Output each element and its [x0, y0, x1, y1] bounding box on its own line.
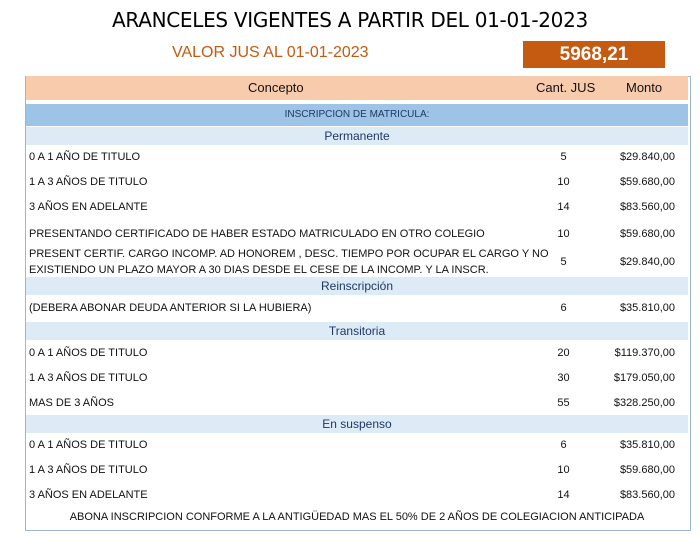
section-transitoria: Transitoria	[26, 322, 688, 340]
row-cant: 6	[560, 302, 567, 314]
row-concepto: 3 AÑOS EN ADELANTE	[29, 489, 148, 501]
section-inscripcion: INSCRIPCION DE MATRICULA:	[26, 104, 688, 126]
row-cant: 10	[557, 228, 570, 240]
page-title: ARANCELES VIGENTES A PARTIR DEL 01-01-2023	[112, 8, 588, 32]
row-cant: 14	[557, 201, 570, 213]
row-concepto-line1: PRESENT CERTIF. CARGO INCOMP. AD HONOREM , DESC. TIEMPO POR OCUPAR EL CARGO Y NO	[29, 248, 549, 260]
row-concepto: (DEBERA ABONAR DEUDA ANTERIOR SI LA HUBIERA)	[29, 302, 312, 314]
row-concepto: 0 A 1 AÑOS DE TITULO	[29, 347, 148, 359]
table-header	[26, 76, 688, 100]
row-monto: $35.810,00	[619, 439, 675, 451]
row-monto: $179.050,00	[613, 372, 675, 384]
row-monto: $29.840,00	[619, 256, 675, 268]
row-concepto: 0 A 1 AÑOS DE TITULO	[29, 439, 148, 451]
section-en-suspenso: En suspenso	[26, 415, 688, 433]
row-cant: 30	[557, 372, 570, 384]
table-row	[26, 248, 688, 278]
row-concepto: PRESENTANDO CERTIFICADO DE HABER ESTADO MATRICULADO EN OTRO COLEGIO	[29, 228, 485, 240]
row-cant: 20	[557, 347, 570, 359]
row-cant: 14	[557, 489, 570, 501]
section-permanente: Permanente	[26, 127, 688, 145]
row-concepto: 1 A 3 AÑOS DE TITULO	[29, 464, 148, 476]
row-monto: $119.370,00	[614, 347, 675, 359]
jus-label: VALOR JUS AL 01-01-2023	[172, 44, 369, 61]
row-monto: $328.250,00	[613, 397, 675, 409]
row-cant: 55	[557, 397, 570, 409]
col-concepto: Concepto	[248, 80, 304, 95]
row-cant: 5	[560, 151, 567, 163]
row-monto: $83.560,00	[619, 201, 675, 213]
row-concepto: MAS DE 3 AÑOS	[29, 397, 114, 409]
row-cant: 5	[560, 256, 567, 268]
col-cant: Cant. JUS	[536, 80, 596, 95]
section-reinscripcion: Reinscripción	[26, 277, 688, 295]
row-cant: 10	[557, 176, 570, 188]
row-concepto: 1 A 3 AÑOS DE TITULO	[29, 176, 148, 188]
row-concepto: 1 A 3 AÑOS DE TITULO	[29, 372, 148, 384]
row-monto: $35.810,00	[619, 302, 675, 314]
row-concepto: 0 A 1 AÑO DE TITULO	[29, 151, 141, 163]
row-cant: 6	[560, 439, 567, 451]
jus-value: 5968,21	[523, 41, 665, 68]
row-monto: $29.840,00	[619, 151, 675, 163]
row-concepto: 3 AÑOS EN ADELANTE	[29, 201, 148, 213]
footer-note: ABONA INSCRIPCION CONFORME A LA ANTIGÜEDAD MAS EL 50% DE 2 AÑOS DE COLEGIACION ANTICIPADA	[69, 511, 645, 523]
row-concepto-line2: EXISTIENDO UN PLAZO MAYOR A 30 DIAS DESDE EL CESE DE LA INCOMP. Y LA INSCR.	[29, 264, 489, 276]
row-monto: $59.680,00	[619, 176, 675, 188]
row-cant: 10	[557, 464, 570, 476]
row-monto: $59.680,00	[619, 228, 675, 240]
row-monto: $59.680,00	[619, 464, 675, 476]
row-monto: $83.560,00	[619, 489, 675, 501]
col-monto: Monto	[626, 80, 663, 95]
